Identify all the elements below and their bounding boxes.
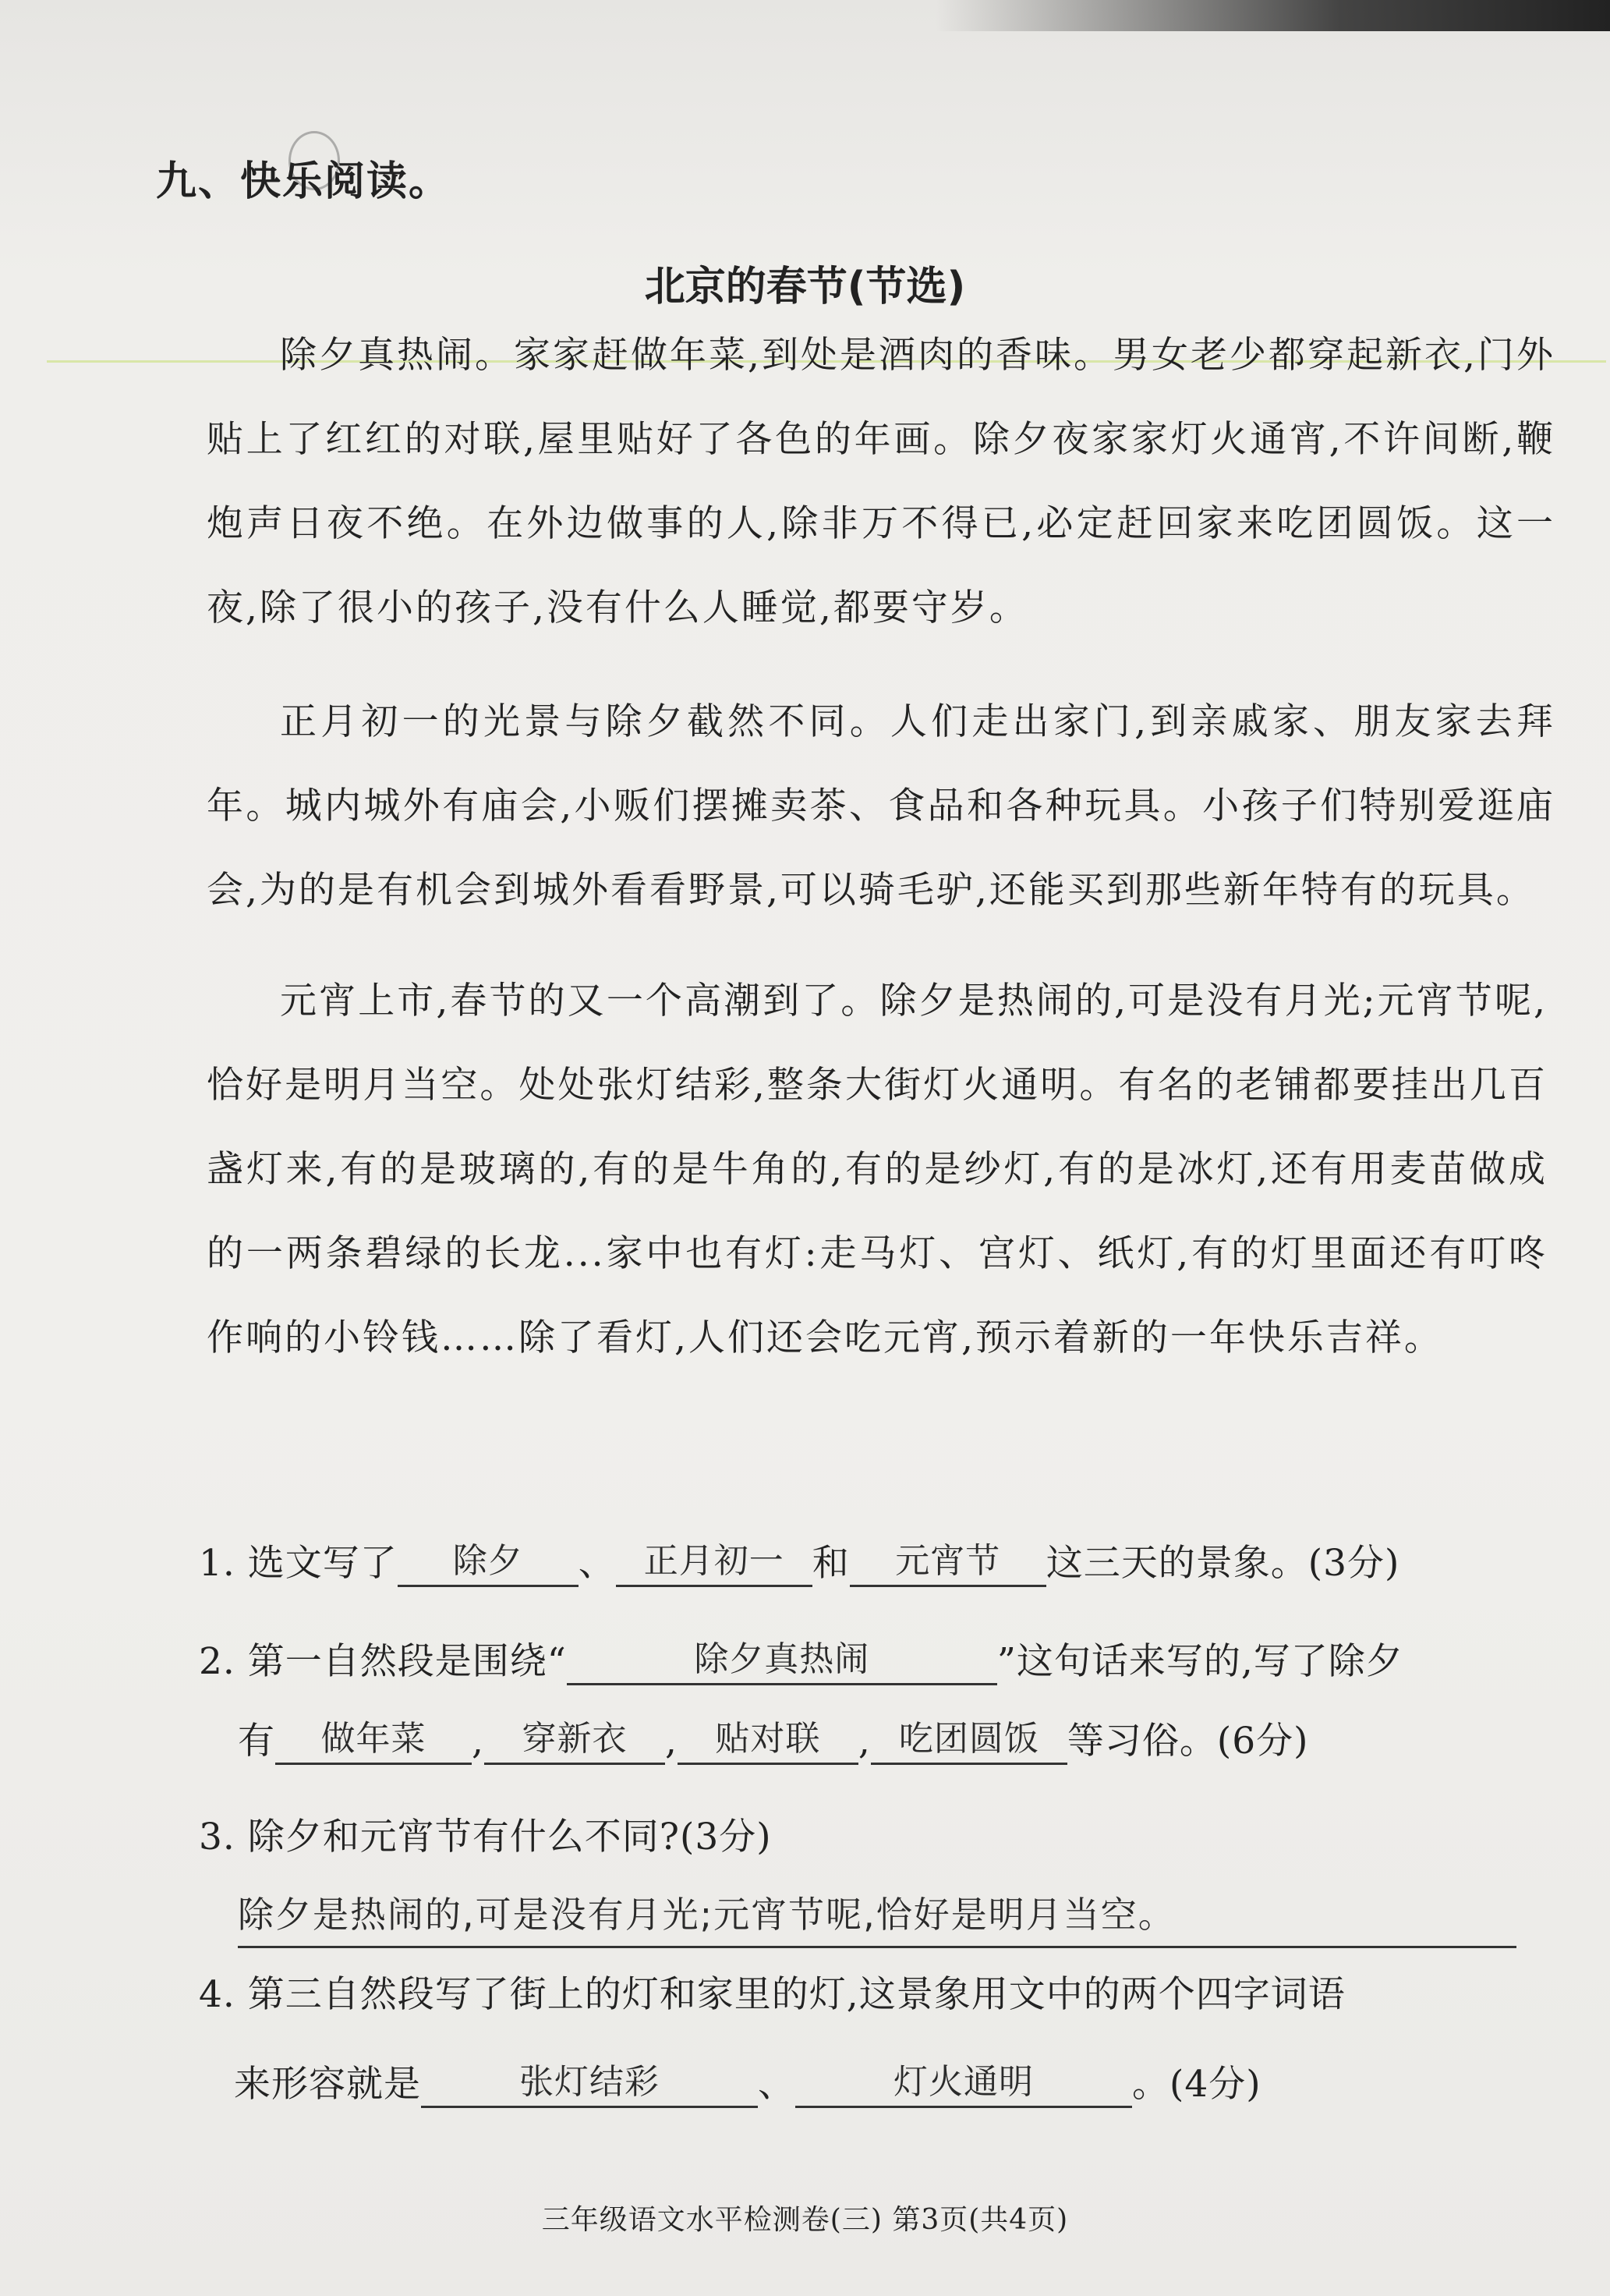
- question-4-sep: 、: [758, 2063, 795, 2106]
- question-2-answer-1[interactable]: 做年菜: [275, 1716, 472, 1765]
- passage-paragraph-3: 元宵上市,春节的又一个高潮到了。除夕是热闹的,可是没有月光;元宵节呢,恰好是明月当空。处处张灯结彩,整条大街灯火通明。有名的老铺都要挂出几百盏灯来,有的是玻璃的,有的是牛角的,有的是纱灯,有的是冰灯,还有用麦苗做成的一两条碧绿的长龙...家中也有灯:走马灯、宫灯、纸灯,有的灯里面还有叮咚作响的小铃钱……除了看灯,人们还会吃元宵,预示着新的一年快乐吉祥。: [207, 980, 1548, 1359]
- question-1-sep-2: 和: [812, 1542, 850, 1585]
- passage-title: 北京的春节(节选): [644, 264, 966, 310]
- question-4-line2-prefix: 来形容就是: [234, 2063, 421, 2106]
- question-4: 4. 第三自然段写了街上的灯和家里的灯,这景象用文中的两个四字词语: [199, 1973, 1346, 2016]
- question-2-answer-2[interactable]: 穿新衣: [484, 1716, 665, 1765]
- question-3: 3. 除夕和元宵节有什么不同?(3分): [199, 1816, 772, 1858]
- question-2-answer-3[interactable]: 贴对联: [678, 1716, 858, 1765]
- question-4-line-2: [234, 2059, 1598, 2108]
- question-1-suffix: 这三天的景象。(3分): [1046, 1542, 1400, 1585]
- question-1-prefix: 1. 选文写了: [199, 1542, 398, 1585]
- question-2-comma-3: ,: [858, 1720, 871, 1763]
- question-2-prefix: 2. 第一自然段是围绕“: [199, 1640, 567, 1683]
- question-2-main-answer[interactable]: 除夕真热闹: [567, 1636, 997, 1685]
- question-2-comma-1: ,: [472, 1720, 484, 1763]
- question-3-answer[interactable]: 除夕是热闹的,可是没有月光;元宵节呢,恰好是明月当空。: [238, 1883, 1516, 1948]
- question-2-line-2: [238, 1716, 1602, 1765]
- question-1-answer-2[interactable]: 正月初一: [616, 1538, 812, 1587]
- question-2-line2-prefix: 有: [238, 1720, 275, 1763]
- question-4-suffix: 。(4分): [1132, 2063, 1261, 2106]
- question-2: [199, 1636, 1563, 1685]
- question-1-answer-3[interactable]: 元宵节: [850, 1538, 1046, 1587]
- section-title: 九、快乐阅读。: [156, 158, 451, 205]
- question-2-suffix: 等习俗。(6分): [1067, 1720, 1309, 1763]
- passage-paragraph-2: 正月初一的光景与除夕截然不同。人们走出家门,到亲戚家、朋友家去拜年。城内城外有庙会,小贩们摆摊卖茶、食品和各种玩具。小孩子们特别爱逛庙会,为的是有机会到城外看看野景,可以骑毛驴,还能买到那些新年特有的玩具。: [207, 700, 1555, 912]
- question-2-comma-2: ,: [664, 1720, 678, 1763]
- question-2-answer-4[interactable]: 吃团圆饭: [871, 1716, 1067, 1765]
- passage-paragraph-1: 除夕真热闹。家家赶做年菜,到处是酒肉的香味。男女老少都穿起新衣,门外贴上了红红的对联,屋里贴好了各色的年画。除夕夜家家灯火通宵,不许间断,鞭炮声日夜不绝。在外边做事的人,除非万不得已,必定赶回家来吃团圆饭。这一夜,除了很小的孩子,没有什么人睡觉,都要守岁。: [207, 334, 1555, 629]
- question-4-answer-2[interactable]: 灯火通明: [795, 2059, 1132, 2108]
- question-2-mid: ”这句话来写的,写了除夕: [996, 1640, 1403, 1683]
- question-1-answer-1[interactable]: 除夕: [398, 1538, 579, 1587]
- page-footer: 三年级语文水平检测卷(三) 第3页(共4页): [541, 2204, 1069, 2236]
- scan-shadow: [936, 0, 1610, 31]
- question-1-sep-1: 、: [578, 1542, 616, 1585]
- question-1: [199, 1538, 1563, 1587]
- question-4-answer-1[interactable]: 张灯结彩: [421, 2059, 758, 2108]
